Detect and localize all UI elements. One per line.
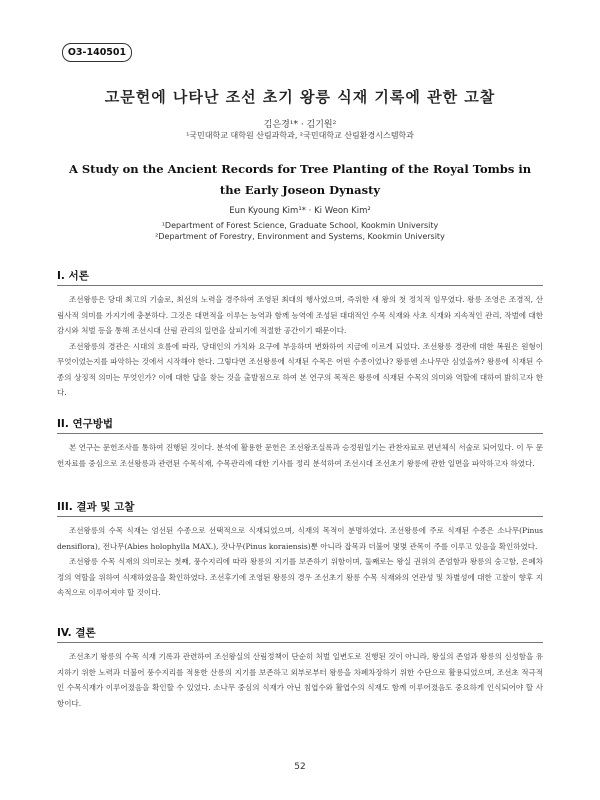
section-heading: III. 결과 및 고찰	[57, 499, 543, 517]
section-introduction	[57, 268, 543, 401]
authors-english: Eun Kyoung Kim¹* · Ki Weon Kim²	[229, 206, 371, 216]
paragraph: 조선초기 왕릉의 수목 식재 기록과 관련하여 조선왕실의 산림정책이 단순히 처벌 일변도로 진행된 것이 아니라, 왕실의 존엄과 왕릉의 신성함을 유지하기 위한 노력과 더불어 풍수지리를 적용한 산릉의 지기를 보존하고 외부로부터 왕릉을 차폐차장하기 위한 수단으로 활용되었으며, 조선초 적극적인 수목식재가 이루어졌음을 확인할 수 있었다. 소나무 중심의 식재가 아닌 침엽수와 활엽수의 식재도 함께 이루어졌음도 중요하게 인식되어야 할 사항이다.	[57, 652, 543, 708]
section-results	[57, 499, 543, 601]
title-korean: 고문헌에 나타난 조선 초기 왕릉 식재 기록에 관한 고찰	[104, 88, 496, 106]
title-english: A Study on the Ancient Records for Tree Planting of the Royal Tombs in the Early Joseon Dynasty	[68, 162, 532, 197]
paragraph: 조선왕릉의 경관은 시대의 흐름에 따라, 당대인의 가치와 요구에 부응하며 변화하여 지금에 이르게 되었다. 조선왕릉 경관에 대한 복원은 원형이 무엇이었는지를 파악하는 것에서 시작해야 한다. 그렇다면 조선왕릉에 식재된 수목은 어떤 수종이었나? 왕릉엔 소나무만 심었을까? 왕릉에 식재된 수종의 상징적 의미는 무엇인가? 이에 대한 답을 찾는 것을 출발점으로 하여 본 연구의 목적은 왕릉에 식재된 수목의 의미와 역할에 대하여 밝히고자 한다.	[57, 341, 543, 397]
section-heading: IV. 결론	[57, 625, 543, 643]
section-heading: II. 연구방법	[57, 416, 543, 434]
affiliation-korean: ¹국민대학교 대학원 산림과학과, ²국민대학교 산림환경시스템학과	[186, 131, 414, 140]
section-conclusion	[57, 625, 543, 711]
paragraph: 본 연구는 문헌조사를 통하여 진행된 것이다. 분석에 활용한 문헌은 조선왕조실록과 승정원일기는 관찬자료로 편년체식 서술로 되어있다. 이 두 문헌자료를 중심으로 조선왕릉과 관련된 수목식재, 수목관리에 대한 기사를 정리 분석하여 조선시대 조선초기 왕릉에 관한 일면을 파악하고자 하였다.	[57, 443, 543, 468]
paragraph: 조선왕릉은 당대 최고의 기술로, 최선의 노력을 경주하여 조영된 최대의 행사였으며, 즉위한 새 왕의 첫 정치적 임무였다. 왕릉 조영은 조경적, 산림사적 의미를 가지기에 충분하다. 그것은 대면적을 이루는 능역과 함께 능역에 조성된 대대적인 수목 식재와 사초 식재와 지속적인 관리, 작벌에 대한 감시와 처벌 등을 통해 조선시대 산림 관리의 일면을 살피기에 적절한 공간이기 때문이다.	[57, 295, 543, 335]
affiliation-english-1: ¹Department of Forest Science, Graduate School, Kookmin University	[161, 221, 439, 230]
affiliation-english	[0, 220, 600, 242]
authors-korean: 김은경¹* · 김기원²	[263, 120, 337, 130]
section-methods	[57, 416, 543, 471]
paper-id-badge: O3-140501	[62, 43, 132, 62]
paragraph: 조선왕릉의 수목 식재는 엄선된 수종으로 선택적으로 식재되었으며, 식재의 목적이 분명하였다. 조선왕릉에 주로 식재된 수종은 소나무(Pinus densiflora), 전나무(Abies holophylla MAX.), 잣나무(Pinus koraiensis)뿐 아니라 잡목과 더불어 몇몇 관목이 주를 이루고 있음을 확인하였다.	[57, 526, 543, 551]
section-heading: I. 서론	[57, 268, 543, 286]
page-number: 52	[294, 762, 306, 772]
paragraph: 조선왕릉 수목 식재의 의미로는 첫째, 풍수지리에 따라 왕릉의 지기를 보존하기 위함이며, 둘째로는 왕실 권위의 존엄함과 왕릉의 숭고함, 은폐차정의 역할을 위하여 식재하였음을 확인하였다. 조선후기에 조영된 왕릉의 경우 조선초기 왕릉 수목 식재와의 연관성 및 차별성에 대한 고찰이 향후 지속적으로 이루어져야 할 것이다.	[57, 557, 543, 597]
affiliation-english-2: ²Department of Forestry, Environment and Systems, Kookmin University	[155, 232, 445, 241]
